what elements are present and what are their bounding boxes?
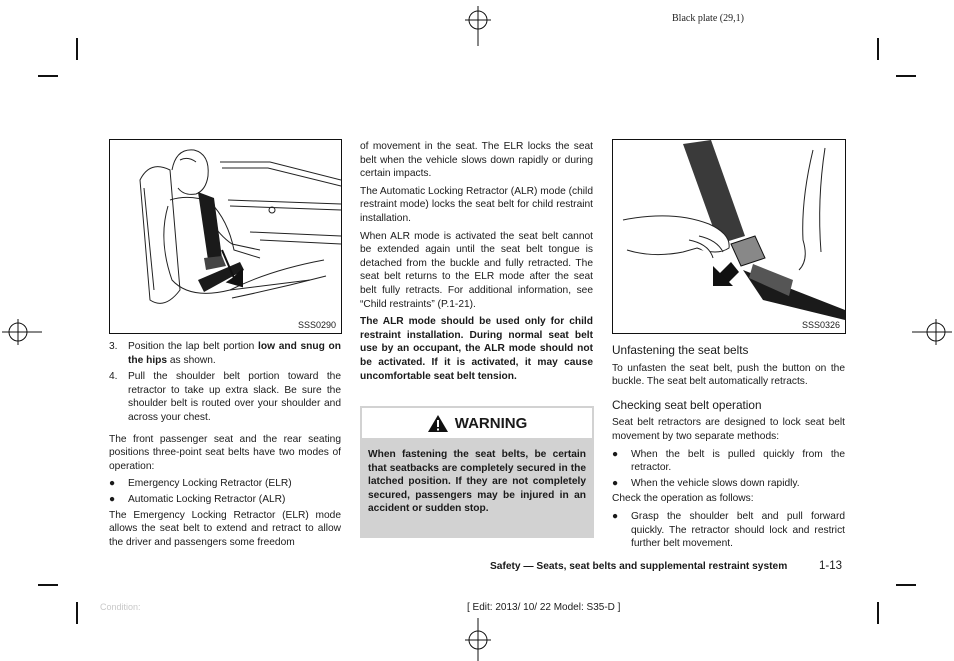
item-text: Pull the shoulder belt portion toward the retractor to take up extra slack. Be sure the shoulder belt is routed over your shoulder and across your chest. (128, 371, 341, 423)
section-heading: Unfastening the seat belts (612, 343, 749, 357)
bullet-icon: ● (612, 448, 619, 460)
edit-info: [ Edit: 2013/ 10/ 22 Model: S35-D ] (467, 602, 621, 613)
item-text (128, 340, 341, 367)
warning-text: When fastening the seat belts, be certain that seatbacks are completely secured in the latched position. If they are not completely secured, passengers may be injured in an accident or sudden stop. (368, 449, 586, 515)
bullet-text: Automatic Locking Retractor (ALR) (128, 493, 286, 505)
crop-mark (38, 75, 58, 77)
crop-mark (896, 584, 916, 586)
paragraph: Check the operation as follows: (612, 493, 754, 505)
figure-code: SSS0326 (801, 320, 840, 330)
bullet-icon: ● (612, 477, 619, 489)
registration-mark (465, 618, 491, 661)
warning-triangle-icon (427, 414, 449, 433)
item-number: 3. (109, 341, 118, 352)
section-heading: Checking seat belt operation (612, 397, 762, 412)
plate-label: Black plate (29,1) (672, 13, 744, 24)
item-text-bold: low and snug on the hips (128, 341, 341, 366)
crop-mark (76, 602, 78, 624)
item-number: 4. (109, 371, 118, 383)
buckle-illustration (613, 140, 845, 320)
page-number: 1-13 (819, 560, 843, 572)
registration-mark (465, 6, 491, 46)
paragraph-bold: The ALR mode should be used only for child restraint installation. During normal seat belt use by an occupant, the ALR mode should not be activated. If it is activated, it may cause uncomfortable seat belt tension. (360, 316, 593, 382)
crop-mark (877, 38, 879, 60)
list-item (109, 340, 341, 367)
figure-code: SSS0290 (297, 320, 336, 330)
bullet-text: Emergency Locking Retractor (ELR) (128, 478, 292, 490)
list-item (109, 370, 341, 424)
figure-seated-passenger (109, 139, 342, 334)
list-item (109, 477, 341, 491)
paragraph: The Automatic Locking Retractor (ALR) mode (child restraint mode) locks the seat belt for child restraint installation. (360, 185, 593, 224)
list-item (612, 448, 845, 475)
item-text-pre: Position the lap belt portion (128, 341, 259, 352)
crop-mark (877, 602, 879, 624)
crop-mark (896, 75, 916, 77)
registration-mark (2, 319, 42, 345)
condition-label: Condition: (100, 602, 141, 612)
paragraph: When ALR mode is activated the seat belt cannot be extended again until the seat belt tongue is detached from the buckle and fully retracted. The seat belt returns to the ELR mode after the seat belt fully retracts. For additional information, see “Child restraints” (P.1-21). (360, 230, 593, 310)
footer-section-title: Safety — Seats, seat belts and supplemental restraint system (490, 561, 788, 572)
list-item (109, 493, 341, 507)
warning-box (360, 406, 594, 538)
paragraph: Seat belt retractors are designed to lock seat belt movement by two separate methods: (612, 417, 845, 442)
registration-mark (912, 319, 952, 345)
bullet-text: Grasp the shoulder belt and pull forward quickly. The retractor should lock and restrict further belt movement. (631, 510, 845, 550)
list-item (612, 477, 845, 491)
bullet-icon: ● (109, 478, 116, 490)
column-left (109, 340, 341, 553)
paragraph: of movement in the seat. The ELR locks the seat belt when the vehicle slows down rapidly or during certain impacts. (360, 141, 593, 180)
paragraph: To unfasten the seat belt, push the button on the buckle. The seat belt automatically retracts. (612, 362, 845, 388)
bullet-icon: ● (612, 510, 619, 522)
crop-mark (76, 38, 78, 60)
bullet-text: When the belt is pulled quickly from the retractor. (631, 448, 845, 474)
bullet-text: When the vehicle slows down rapidly. (631, 477, 800, 489)
list-item (612, 510, 845, 551)
figure-buckle (612, 139, 846, 334)
warning-header (360, 406, 594, 440)
warning-title: WARNING (454, 414, 528, 432)
crop-mark (38, 584, 58, 586)
column-middle (360, 140, 593, 387)
bullet-icon: ● (109, 493, 116, 505)
paragraph: The front passenger seat and the rear seating positions three-point seat belts have two modes of operation: (109, 433, 341, 472)
seated-passenger-illustration (110, 140, 341, 315)
column-right (612, 336, 845, 553)
item-text-post: as shown. (167, 354, 216, 366)
paragraph: The Emergency Locking Retractor (ELR) mode allows the seat belt to extend and retract to allow the driver and passengers some freedom (109, 509, 341, 548)
